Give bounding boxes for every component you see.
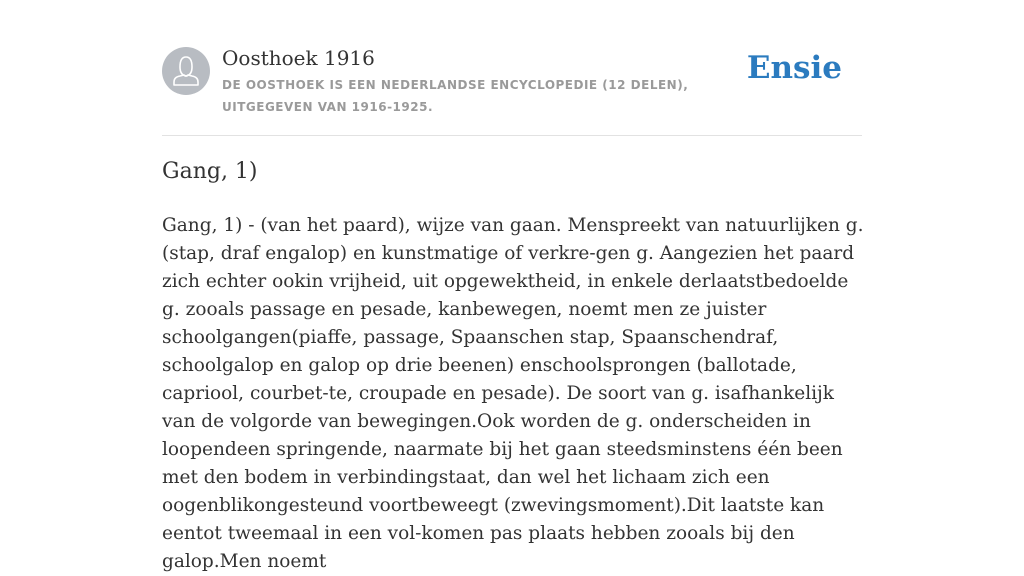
user-icon xyxy=(162,47,210,95)
avatar[interactable] xyxy=(162,47,210,95)
entry-title: Gang, 1) xyxy=(162,159,258,184)
source-header xyxy=(162,44,862,136)
header-divider xyxy=(162,135,862,136)
source-title[interactable]: Oosthoek 1916 xyxy=(222,46,375,70)
entry-body: Gang, 1) - (van het paard), wijze van gaan. Menspreekt van natuurlijken g. (stap, draf engalop) en kunstmatige of verkre-gen g. Aangezien het paard zich echter ookin vrijheid, uit opgewektheid, in enkele derlaatstbedoelde g. zooals passage en pesade, kanbewegen, noemt men ze juister schoolgangen(piaffe, passage, Spaanschen stap, Spaanschendraf, schoolgalop en galop op drie beenen) enschoolsprongen (ballotade, capriool, courbet-te, croupade en pesade). De soort van g. isafhankelijk van de volgorde van bewegingen.Ook worden de g. onderscheiden in loopendeen springende, naarmate bij het gaan steedsminstens één been met den bodem in verbindingstaat, dan wel het lichaam zich een oogenblikongesteund voortbeweegt (zwevingsmoment).Dit laatste kan eentot tweemaal in een vol-komen pas plaats hebben zooals bij den galop.Men noemt xyxy=(162,215,864,572)
ensie-logo-link[interactable]: Ensie xyxy=(746,50,842,86)
source-description: DE OOSTHOEK IS EEN NEDERLANDSE ENCYCLOPEDIE (12 DELEN), UITGEGEVEN VAN 1916-1925. xyxy=(222,78,689,114)
